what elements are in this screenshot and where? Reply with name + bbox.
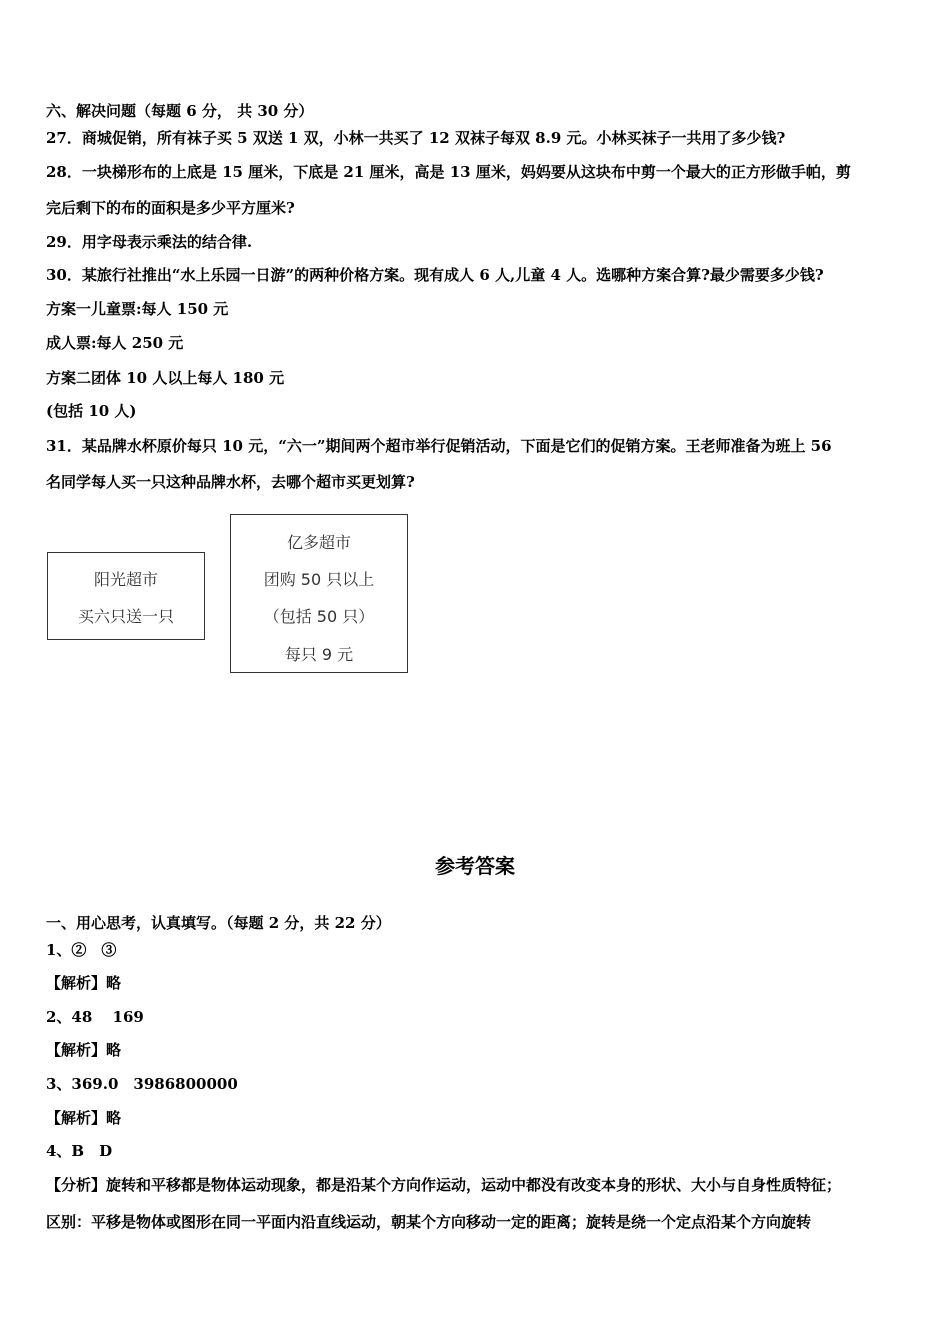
- question-30-plan2-note: (包括 10 人): [46, 402, 137, 420]
- store-b-note: （包括 50 只）: [263, 607, 375, 626]
- question-30-plan2: 方案二团体 10 人以上每人 180 元: [46, 369, 285, 387]
- store-b-offer: 团购 50 只以上: [263, 570, 375, 589]
- question-30: 30．某旅行社推出“水上乐园一日游”的两种价格方案。现有成人 6 人,儿童 4 人。选哪种方案合算?最少需要多少钱?: [46, 266, 824, 284]
- question-30-plan1-adult: 成人票:每人 250 元: [46, 334, 184, 352]
- answers-section1-heading: 一、用心思考，认真填写。（每题 2 分，共 22 分）: [46, 914, 391, 932]
- store-a-name: 阳光超市: [93, 570, 158, 589]
- answer-1-explanation: 【解析】略: [46, 974, 122, 992]
- store-b-promo-box: [230, 514, 408, 673]
- question-27: 27．商城促销，所有袜子买 5 双送 1 双，小林一共买了 12 双袜子每双 8.9 元。小林买袜子一共用了多少钱?: [46, 129, 786, 147]
- answer-1: 1、② ③: [46, 941, 117, 959]
- answer-2: 2、48 169: [46, 1008, 144, 1026]
- question-31-line2: 名同学每人买一只这种品牌水杯，去哪个超市买更划算?: [46, 473, 415, 491]
- question-30-plan1-child: 方案一儿童票:每人 150 元: [46, 300, 229, 318]
- question-28-line1: 28．一块梯形布的上底是 15 厘米，下底是 21 厘米，高是 13 厘米，妈妈要从这块布中剪一个最大的正方形做手帕，剪: [46, 163, 851, 181]
- store-a-promo-box: [47, 552, 205, 640]
- store-b-price: 每只 9 元: [284, 645, 354, 664]
- answer-4-analysis-line2: 区别：平移是物体或图形在同一平面内沿直线运动，朝某个方向移动一定的距离；旋转是绕一个定点沿某个方向旋转: [46, 1213, 812, 1231]
- answer-4: 4、B D: [46, 1142, 113, 1160]
- answer-3: 3、369.0 3986800000: [46, 1075, 238, 1093]
- answer-3-explanation: 【解析】略: [46, 1109, 122, 1127]
- answer-2-explanation: 【解析】略: [46, 1041, 122, 1059]
- question-31-line1: 31．某品牌水杯原价每只 10 元，“六一”期间两个超市举行促销活动，下面是它们的促销方案。王老师准备为班上 56: [46, 437, 832, 455]
- answers-title: 参考答案: [435, 854, 515, 878]
- answer-4-analysis-line1: 【分析】旋转和平移都是物体运动现象，都是沿某个方向作运动，运动中都没有改变本身的形状、大小与自身性质特征；: [46, 1176, 842, 1194]
- section-heading: 六、解决问题（每题 6 分， 共 30 分）: [46, 102, 314, 120]
- store-a-offer: 买六只送一只: [77, 607, 174, 626]
- store-b-name: 亿多超市: [286, 533, 351, 552]
- question-28-line2: 完后剩下的布的面积是多少平方厘米?: [46, 199, 295, 217]
- question-29: 29．用字母表示乘法的结合律.: [46, 233, 253, 251]
